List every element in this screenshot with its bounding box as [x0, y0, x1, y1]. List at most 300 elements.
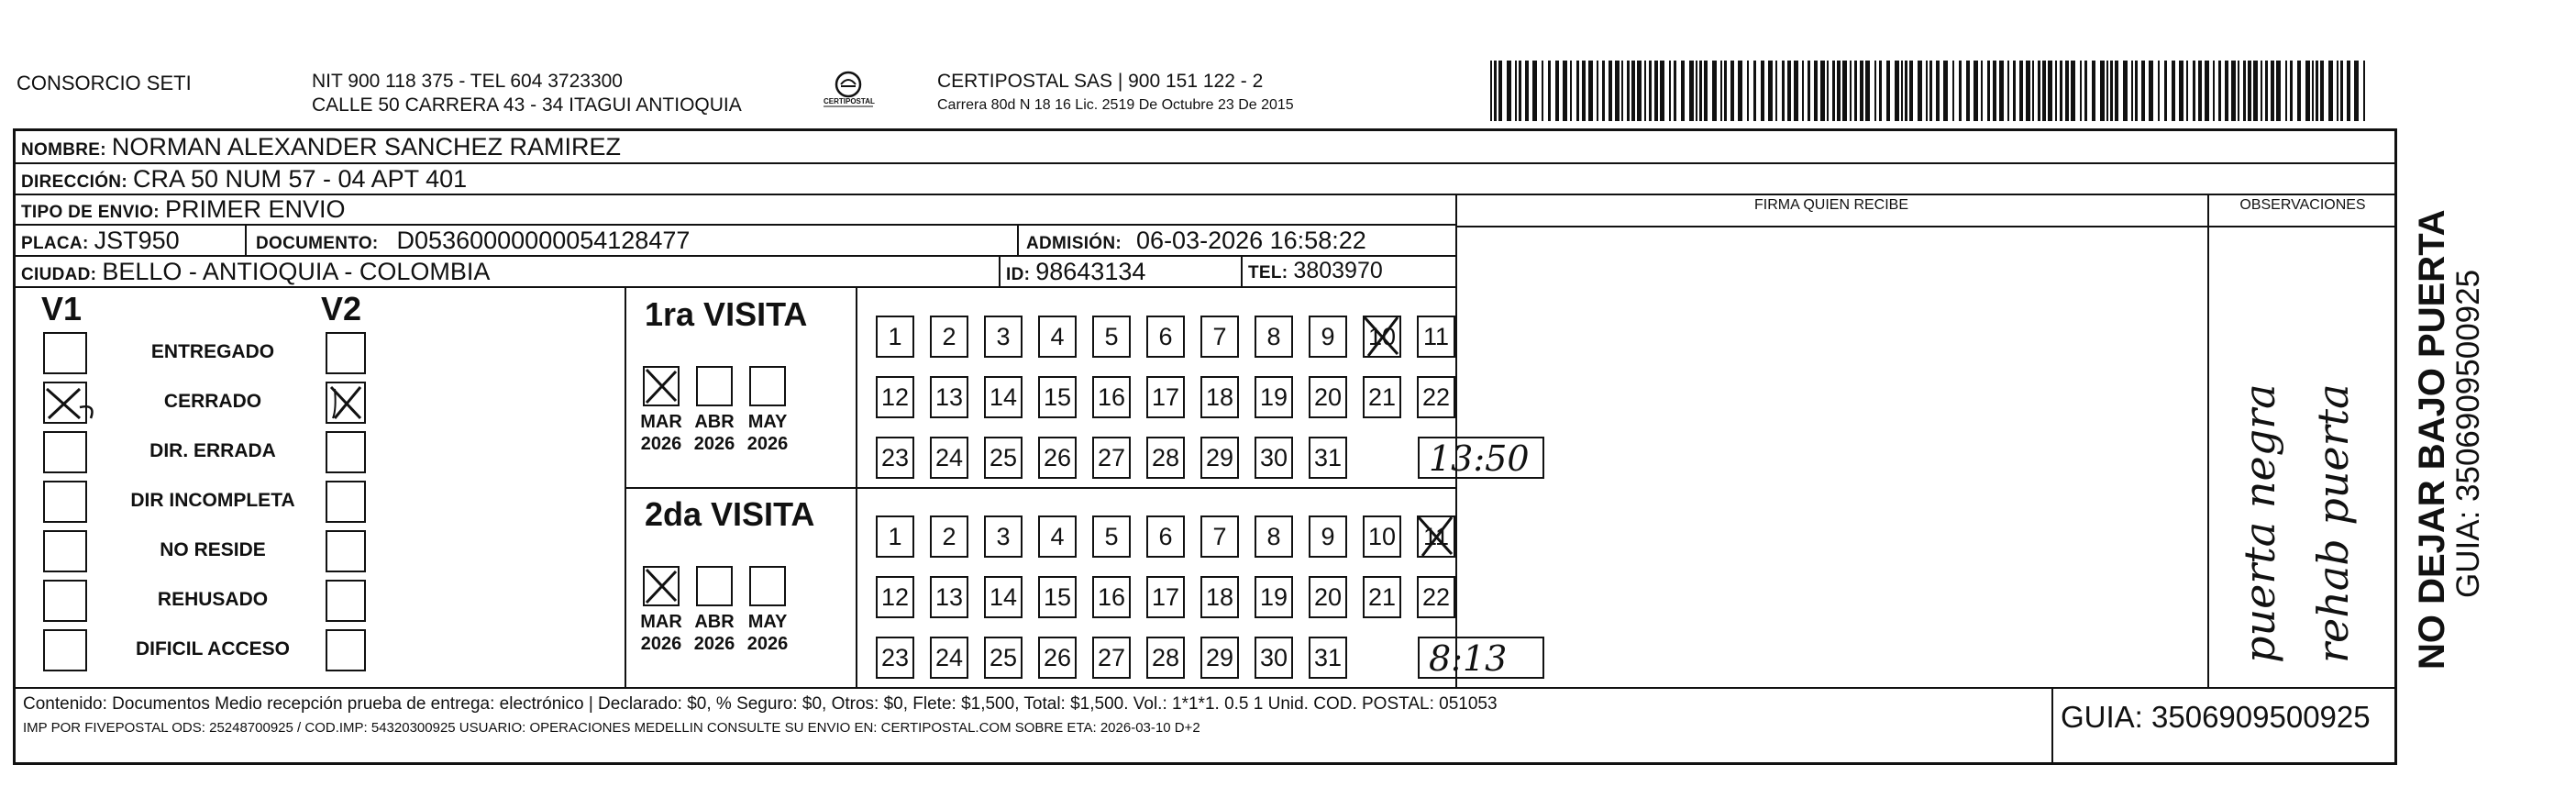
day-box[interactable]: 16 [1092, 376, 1131, 418]
barcode-bar [1696, 61, 1697, 121]
observation-line-2: rehab puerta [2308, 383, 2358, 663]
barcode-bar [1615, 61, 1620, 121]
tel-value: 3803970 [1293, 258, 1383, 283]
barcode-bar [2092, 61, 2095, 121]
status-section [16, 288, 621, 687]
v2-checkbox[interactable] [326, 431, 366, 473]
day-box[interactable]: 11 [1417, 316, 1455, 358]
side-guia: GUIA: 3506909500925 [2450, 269, 2486, 598]
barcode-bar [1959, 61, 1962, 121]
barcode-bar [2297, 61, 2301, 121]
day-box[interactable]: 10 [1363, 515, 1401, 558]
barcode-bar [1905, 61, 1907, 121]
month-name: MAY [747, 612, 788, 632]
company-name: CONSORCIO SETI [17, 72, 192, 94]
day-box[interactable]: 4 [1038, 316, 1077, 358]
barcode-bar [1720, 61, 1722, 121]
barcode-bar [2316, 61, 2318, 121]
barcode-bar [1704, 61, 1708, 121]
barcode-bar [1926, 61, 1928, 121]
day-box[interactable]: 27 [1092, 637, 1131, 679]
barcode-bar [2276, 61, 2281, 121]
barcode-bar [1730, 61, 1734, 121]
day-box[interactable]: 24 [930, 437, 968, 479]
barcode-bar [2172, 61, 2175, 121]
v1-checkbox[interactable] [43, 382, 87, 424]
month-checkbox[interactable] [643, 366, 680, 406]
barcode-bar [1576, 61, 1579, 121]
day-box[interactable]: 20 [1309, 576, 1347, 618]
barcode-bar [2038, 61, 2040, 121]
day-box[interactable]: 16 [1092, 576, 1131, 618]
barcode-bar [1597, 61, 1598, 121]
barcode-bar [2363, 61, 2365, 121]
barcode-bar [1525, 61, 1529, 121]
barcode-bar [1814, 61, 1818, 121]
v2-checkbox[interactable] [326, 530, 366, 572]
barcode-bar [2340, 61, 2343, 121]
day-box[interactable]: 20 [1309, 376, 1347, 418]
barcode-bar [1909, 61, 1913, 121]
barcode-bar [1681, 61, 1685, 121]
v2-checkbox[interactable] [326, 332, 366, 374]
barcode-bar [1494, 61, 1497, 121]
tipo-value: PRIMER ENVIO [164, 195, 346, 223]
barcode-bar [2084, 61, 2087, 121]
barcode-bar [2290, 61, 2293, 121]
barcode-bar [2285, 61, 2287, 121]
placa-label: PLACA: [21, 234, 89, 253]
barcode-bar [1747, 61, 1749, 121]
barcode-bar [1669, 61, 1671, 121]
barcode-bar [2026, 61, 2030, 121]
barcode-bar [1802, 61, 1804, 121]
barcode-bar [2198, 61, 2202, 121]
day-box[interactable]: 12 [876, 376, 914, 418]
month-label [742, 611, 793, 655]
barcode-bar [1570, 61, 1572, 121]
row-placa [16, 226, 1455, 257]
barcode-bar [2320, 61, 2324, 121]
barcode-bar [1490, 61, 1492, 121]
direccion-value: CRA 50 NUM 57 - 04 APT 401 [132, 165, 468, 193]
barcode-bar [1787, 61, 1791, 121]
month-label [742, 411, 793, 455]
month-name: ABR [694, 412, 735, 432]
barcode-bar [1712, 61, 1717, 121]
day-box[interactable]: 2 [930, 515, 968, 558]
v2-checkbox[interactable] [326, 382, 366, 424]
day-box[interactable]: 5 [1092, 316, 1131, 358]
barcode-bar [2261, 61, 2262, 121]
month-year: 2026 [746, 634, 789, 654]
month-checkbox[interactable] [749, 566, 786, 606]
day-box[interactable]: 22 [1417, 376, 1455, 418]
barcode-bar [2135, 61, 2138, 121]
imp-text: IMP POR FIVEPOSTAL ODS: 25248700925 / COD.IMP: 54320300925 USUARIO: OPERACIONES MEDELLIN CONSULTE SU ENVIO EN: CERTIPOSTAL.COM SOBRE ETA: 2026-03-10 D+2 [23, 720, 1200, 736]
observaciones-label: OBSERVACIONES [2239, 197, 2366, 213]
v1-checkbox[interactable] [43, 481, 87, 523]
row-tipo-envio [16, 195, 1455, 226]
barcode-bar [1929, 61, 1932, 121]
barcode-bar [1865, 61, 1870, 121]
v1-checkbox[interactable] [43, 629, 87, 671]
barcode-bar [1644, 61, 1646, 121]
day-box[interactable]: 26 [1038, 637, 1077, 679]
v2-checkbox[interactable] [326, 580, 366, 622]
month-checkbox[interactable] [749, 366, 786, 406]
barcode-bar [1936, 61, 1940, 121]
barcode-bar [2048, 61, 2052, 121]
certipostal-info [937, 70, 1294, 117]
v1-checkbox[interactable] [43, 530, 87, 572]
barcode-bar [1820, 61, 1825, 121]
barcode [1490, 61, 2371, 121]
day-check-mark [1415, 514, 1459, 564]
barcode-bar [1993, 61, 1996, 121]
barcode-bar [1555, 61, 1559, 121]
barcode-bar [2080, 61, 2082, 121]
day-box[interactable]: 9 [1309, 316, 1347, 358]
certipostal-line: CERTIPOSTAL SAS | 900 151 122 - 2 [937, 71, 1264, 92]
day-box[interactable]: 8 [1255, 316, 1293, 358]
delivery-form [13, 128, 2397, 765]
day-box[interactable]: 17 [1146, 376, 1185, 418]
day-box[interactable]: 3 [984, 515, 1023, 558]
day-box[interactable]: 7 [1200, 316, 1239, 358]
day-box[interactable]: 19 [1255, 576, 1293, 618]
time-box[interactable] [1418, 437, 1544, 479]
barcode-bar [1879, 61, 1882, 121]
barcode-bar [1981, 61, 1983, 121]
v2-checkbox[interactable] [326, 481, 366, 523]
month-name: ABR [694, 612, 735, 632]
barcode-bar [1874, 61, 1876, 121]
time-handwriting: 8:13 [1429, 638, 1508, 679]
month-year: 2026 [640, 434, 682, 454]
barcode-bar [1768, 61, 1773, 121]
day-box[interactable]: 8 [1255, 515, 1293, 558]
barcode-bar [1621, 61, 1623, 121]
placa-value: JST950 [94, 227, 180, 254]
barcode-bar [2253, 61, 2258, 121]
v1-checkbox[interactable] [43, 580, 87, 622]
day-box[interactable]: 31 [1309, 437, 1347, 479]
day-box[interactable]: 5 [1092, 515, 1131, 558]
month-label [689, 411, 740, 455]
barcode-bar [2065, 61, 2069, 121]
row-direccion [16, 164, 2394, 195]
barcode-bar [2115, 61, 2118, 121]
barcode-bar [1498, 61, 1502, 121]
day-box[interactable]: 25 [984, 637, 1023, 679]
barcode-bar [2205, 61, 2209, 121]
no-dejar-warning: NO DEJAR BAJO PUERTA [2412, 209, 2452, 670]
month-name: MAR [640, 612, 682, 632]
direccion-label: DIRECCIÓN: [21, 172, 127, 192]
status-label: NO RESIDE [160, 539, 266, 560]
ciudad-label: CIUDAD: [21, 265, 97, 284]
barcode-bar [1966, 61, 1970, 121]
barcode-bar [1850, 61, 1852, 121]
contenido-text: Contenido: Documentos Medio recepción prueba de entrega: electrónico | Declarado: $0, % Seguro: $0, Otros: $0, Flete: $1,500, Total: $1,500. Vol.: 1*1*1. 0.5 1 Unid. COD. POSTAL: 051053 [23, 694, 1498, 714]
nombre-label: NOMBRE: [21, 140, 106, 160]
day-box[interactable]: 13 [930, 376, 968, 418]
documento-value: D05360000000054128477 [396, 227, 691, 254]
barcode-bar [2149, 61, 2153, 121]
day-box[interactable]: 23 [876, 437, 914, 479]
day-box[interactable]: 17 [1146, 576, 1185, 618]
barcode-bar [1588, 61, 1593, 121]
admision-value: 06-03-2026 16:58:22 [1136, 227, 1366, 254]
barcode-bar [1808, 61, 1810, 121]
barcode-bar [1649, 61, 1652, 121]
day-box[interactable]: 9 [1309, 515, 1347, 558]
barcode-bar [1609, 61, 1612, 121]
barcode-bar [1827, 61, 1829, 121]
barcode-bar [2354, 61, 2359, 121]
month-year: 2026 [640, 634, 682, 654]
day-box[interactable]: 15 [1038, 376, 1077, 418]
day-box[interactable]: 24 [930, 637, 968, 679]
day-box[interactable]: 23 [876, 637, 914, 679]
barcode-bar [2100, 61, 2105, 121]
barcode-bar [1952, 61, 1954, 121]
barcode-bar [1654, 61, 1658, 121]
barcode-bar [1582, 61, 1586, 121]
barcode-bar [1532, 61, 1537, 121]
ciudad-value: BELLO - ANTIOQUIA - COLOMBIA [102, 258, 491, 285]
barcode-bar [1973, 61, 1978, 121]
barcode-bar [2225, 61, 2228, 121]
barcode-bar [2243, 61, 2246, 121]
barcode-bar [1689, 61, 1694, 121]
day-box[interactable]: 11 [1417, 515, 1455, 558]
barcode-bar [2055, 61, 2057, 121]
barcode-bar [2312, 61, 2314, 121]
barcode-bar [1832, 61, 1835, 121]
barcode-bar [1901, 61, 1903, 121]
tipo-label: TIPO DE ENVIO: [21, 203, 160, 222]
day-box[interactable]: 21 [1363, 376, 1401, 418]
barcode-bar [2265, 61, 2268, 121]
row-ciudad [16, 257, 1455, 288]
day-box[interactable]: 26 [1038, 437, 1077, 479]
barcode-bar [1563, 61, 1567, 121]
barcode-bar [2218, 61, 2221, 121]
barcode-bar [2193, 61, 2195, 121]
barcode-bar [1753, 61, 1756, 121]
v1-checkbox[interactable] [43, 332, 87, 374]
day-box[interactable]: 10 [1363, 316, 1401, 358]
id-label: ID: [1006, 265, 1031, 284]
day-box[interactable]: 29 [1200, 637, 1239, 679]
barcode-bar [1895, 61, 1899, 121]
address-line: CALLE 50 CARRERA 43 - 34 ITAGUI ANTIOQUIA [312, 94, 742, 116]
id-value: 98643134 [1035, 258, 1146, 285]
status-label: ENTREGADO [150, 341, 275, 362]
v1-checkbox[interactable] [43, 431, 87, 473]
status-label: REHUSADO [157, 589, 269, 610]
month-checkbox[interactable] [643, 566, 680, 606]
day-box[interactable]: 22 [1417, 576, 1455, 618]
visits-section [626, 288, 1530, 687]
documento-label: DOCUMENTO: [256, 234, 379, 253]
time-box[interactable] [1418, 637, 1544, 679]
barcode-bar [1738, 61, 1742, 121]
barcode-bar [1886, 61, 1890, 121]
day-box[interactable]: 30 [1255, 637, 1293, 679]
barcode-bar [1507, 61, 1511, 121]
barcode-bar [1775, 61, 1777, 121]
month-year: 2026 [746, 434, 789, 454]
barcode-bar [2271, 61, 2274, 121]
day-box[interactable]: 18 [1200, 576, 1239, 618]
day-box[interactable]: 29 [1200, 437, 1239, 479]
month-label [636, 411, 687, 455]
barcode-bar [2106, 61, 2108, 121]
day-box[interactable]: 18 [1200, 376, 1239, 418]
barcode-bar [1794, 61, 1798, 121]
time-handwriting: 13:50 [1429, 438, 1530, 479]
barcode-bar [2060, 61, 2062, 121]
status-label: DIR. ERRADA [149, 440, 276, 461]
admision-label: ADMISIÓN: [1026, 234, 1122, 253]
month-year: 2026 [693, 434, 735, 454]
barcode-bar [2248, 61, 2251, 121]
status-label: DIR INCOMPLETA [130, 490, 295, 511]
barcode-bar [2305, 61, 2310, 121]
observation-line-1: puerta negra [2235, 383, 2284, 663]
barcode-bar [2213, 61, 2215, 121]
barcode-bar [1782, 61, 1785, 121]
barcode-bar [1548, 61, 1551, 121]
barcode-bar [1999, 61, 2004, 121]
status-label: CERRADO [163, 391, 262, 412]
month-label [636, 611, 687, 655]
barcode-bar [2347, 61, 2350, 121]
barcode-bar [1519, 61, 1521, 121]
day-box[interactable]: 14 [984, 576, 1023, 618]
row-nombre [16, 131, 2394, 164]
barcode-bar [2013, 61, 2016, 121]
day-box[interactable]: 28 [1146, 637, 1185, 679]
barcode-bar [1860, 61, 1863, 121]
month-label [689, 611, 740, 655]
barcode-bar [1699, 61, 1702, 121]
day-box[interactable]: 21 [1363, 576, 1401, 618]
company-contact [312, 70, 742, 117]
day-box[interactable]: 1 [876, 515, 914, 558]
barcode-bar [2231, 61, 2236, 121]
day-box[interactable]: 3 [984, 316, 1023, 358]
barcode-bar [1854, 61, 1857, 121]
tel-label: TEL: [1248, 263, 1288, 283]
barcode-bar [1674, 61, 1676, 121]
barcode-bar [2141, 61, 2145, 121]
barcode-bar [2179, 61, 2184, 121]
barcode-bar [1987, 61, 1990, 121]
day-box[interactable]: 31 [1309, 637, 1347, 679]
barcode-bar [1943, 61, 1948, 121]
month-year: 2026 [693, 634, 735, 654]
barcode-bar [2123, 61, 2128, 121]
nit-line: NIT 900 118 375 - TEL 604 3723300 [312, 71, 623, 92]
month-checkbox[interactable] [696, 566, 733, 606]
barcode-bar [2110, 61, 2113, 121]
barcode-bar [2032, 61, 2034, 121]
day-box[interactable]: 6 [1146, 316, 1185, 358]
day-box[interactable]: 19 [1255, 376, 1293, 418]
license-line: Carrera 80d N 18 16 Lic. 2519 De Octubre 23 De 2015 [937, 97, 1294, 113]
barcode-bar [1660, 61, 1664, 121]
second-visit-title: 2da VISITA [645, 495, 815, 533]
month-name: MAY [747, 412, 788, 432]
barcode-bar [2071, 61, 2075, 121]
barcode-bar [2042, 61, 2046, 121]
day-check-mark [1361, 314, 1405, 364]
barcode-bar [2019, 61, 2023, 121]
month-name: MAR [640, 412, 682, 432]
day-box[interactable]: 1 [876, 316, 914, 358]
barcode-bar [1515, 61, 1517, 121]
status-label: DIFICIL ACCESO [135, 638, 290, 659]
day-box[interactable]: 12 [876, 576, 914, 618]
barcode-bar [1602, 61, 1605, 121]
day-box[interactable]: 27 [1092, 437, 1131, 479]
barcode-bar [1761, 61, 1764, 121]
day-box[interactable]: 2 [930, 316, 968, 358]
day-box[interactable]: 25 [984, 437, 1023, 479]
day-box[interactable]: 14 [984, 376, 1023, 418]
day-box[interactable]: 15 [1038, 576, 1077, 618]
v2-title: V2 [321, 290, 362, 327]
day-box[interactable]: 28 [1146, 437, 1185, 479]
barcode-bar [2337, 61, 2338, 121]
barcode-bar [1637, 61, 1642, 121]
month-checkbox[interactable] [696, 366, 733, 406]
barcode-bar [2164, 61, 2167, 121]
observations-handwriting [2226, 269, 2391, 672]
v2-checkbox[interactable] [326, 629, 366, 671]
barcode-bar [1918, 61, 1922, 121]
day-box[interactable]: 13 [930, 576, 968, 618]
barcode-bar [2007, 61, 2009, 121]
day-box[interactable]: 7 [1200, 515, 1239, 558]
barcode-bar [1627, 61, 1630, 121]
barcode-bar [1631, 61, 1635, 121]
first-visit-title: 1ra VISITA [645, 295, 808, 333]
barcode-bar [2158, 61, 2160, 121]
day-box[interactable]: 6 [1146, 515, 1185, 558]
certipostal-logo [816, 70, 880, 116]
barcode-bar [1842, 61, 1847, 121]
v1-title: V1 [41, 290, 83, 327]
day-box[interactable]: 30 [1255, 437, 1293, 479]
barcode-bar [2328, 61, 2333, 121]
barcode-bar [2131, 61, 2133, 121]
logo-caption: CERTIPOSTAL [824, 97, 875, 105]
firma-label: FIRMA QUIEN RECIBE [1753, 197, 1909, 213]
nombre-value: NORMAN ALEXANDER SANCHEZ RAMIREZ [111, 133, 621, 161]
footer-guia: GUIA: 3506909500925 [2061, 700, 2371, 734]
day-box[interactable]: 4 [1038, 515, 1077, 558]
barcode-bar [1724, 61, 1727, 121]
barcode-bar [2186, 61, 2188, 121]
barcode-bar [2238, 61, 2239, 121]
barcode-bar [1542, 61, 1543, 121]
barcode-bar [1837, 61, 1841, 121]
